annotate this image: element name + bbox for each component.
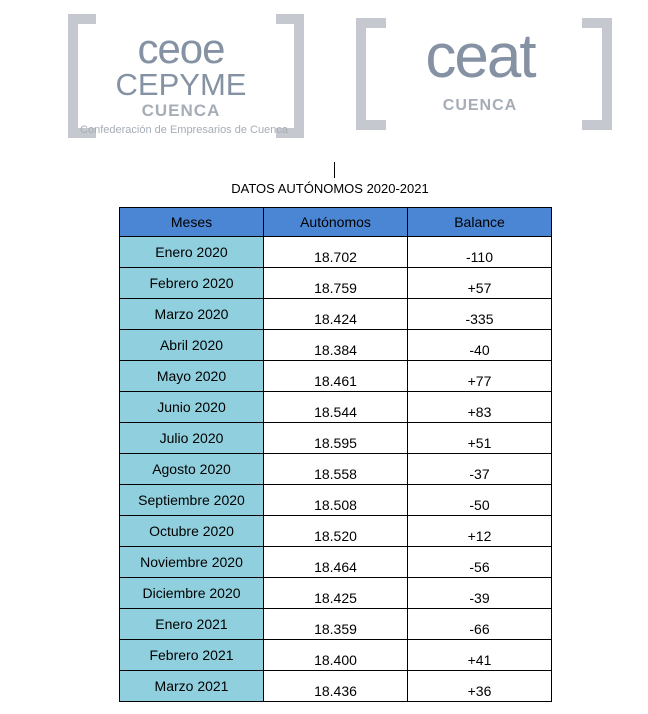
balance-cell: -39 — [408, 578, 552, 609]
autonomos-cell: 18.425 — [264, 578, 408, 609]
header-balance: Balance — [408, 208, 552, 237]
table-row — [120, 485, 552, 516]
balance-cell: +83 — [408, 392, 552, 423]
autonomos-cell: 18.464 — [264, 547, 408, 578]
autonomos-cell: 18.436 — [264, 671, 408, 702]
autonomos-cell: 18.508 — [264, 485, 408, 516]
balance-cell: -66 — [408, 609, 552, 640]
month-cell: Junio 2020 — [120, 392, 264, 423]
month-cell: Septiembre 2020 — [120, 485, 264, 516]
logo-ceat-text: ceat — [425, 22, 535, 91]
month-cell: Agosto 2020 — [120, 454, 264, 485]
page-title: DATOS AUTÓNOMOS 2020-2021 — [231, 181, 429, 196]
balance-cell: -56 — [408, 547, 552, 578]
month-cell: Marzo 2020 — [120, 299, 264, 330]
logo-tagline: Confederación de Empresarios de Cuenca — [80, 124, 288, 136]
balance-cell: +57 — [408, 268, 552, 299]
balance-cell: +51 — [408, 423, 552, 454]
table-row — [120, 361, 552, 392]
table-row — [120, 237, 552, 268]
table-row — [120, 578, 552, 609]
header-autonomos: Autónomos — [264, 208, 408, 237]
table-row — [120, 640, 552, 671]
autonomos-cell: 18.544 — [264, 392, 408, 423]
autonomos-cell: 18.702 — [264, 237, 408, 268]
logo-bracket-right — [276, 14, 304, 138]
ceat-logo — [356, 18, 616, 120]
logo-bracket-right — [582, 18, 612, 130]
balance-cell: +12 — [408, 516, 552, 547]
table-row — [120, 547, 552, 578]
balance-cell: +36 — [408, 671, 552, 702]
autonomos-cell: 18.424 — [264, 299, 408, 330]
month-cell: Enero 2021 — [120, 609, 264, 640]
table-row — [120, 609, 552, 640]
month-cell: Abril 2020 — [120, 330, 264, 361]
month-cell: Noviembre 2020 — [120, 547, 264, 578]
autonomos-cell: 18.558 — [264, 454, 408, 485]
autonomos-cell: 18.359 — [264, 609, 408, 640]
table-row — [120, 671, 552, 702]
table-row — [120, 516, 552, 547]
autonomos-cell: 18.595 — [264, 423, 408, 454]
table-row — [120, 330, 552, 361]
month-cell: Octubre 2020 — [120, 516, 264, 547]
balance-cell: +41 — [408, 640, 552, 671]
autonomos-cell: 18.461 — [264, 361, 408, 392]
month-cell: Enero 2020 — [120, 237, 264, 268]
autonomos-table — [119, 207, 552, 702]
autonomos-cell: 18.520 — [264, 516, 408, 547]
month-cell: Diciembre 2020 — [120, 578, 264, 609]
ceoe-cepyme-logo — [66, 14, 302, 140]
balance-cell: -110 — [408, 237, 552, 268]
balance-cell: -50 — [408, 485, 552, 516]
table-header-row — [120, 208, 552, 237]
header-meses: Meses — [120, 208, 264, 237]
month-cell: Febrero 2020 — [120, 268, 264, 299]
autonomos-cell: 18.400 — [264, 640, 408, 671]
month-cell: Julio 2020 — [120, 423, 264, 454]
month-cell: Febrero 2021 — [120, 640, 264, 671]
balance-cell: -335 — [408, 299, 552, 330]
table-row — [120, 454, 552, 485]
table-row — [120, 268, 552, 299]
logo-ceoe-text: ceoe — [137, 25, 225, 72]
table-row — [120, 423, 552, 454]
autonomos-cell: 18.384 — [264, 330, 408, 361]
month-cell: Marzo 2021 — [120, 671, 264, 702]
table-row — [120, 299, 552, 330]
autonomos-cell: 18.759 — [264, 268, 408, 299]
month-cell: Mayo 2020 — [120, 361, 264, 392]
table-row — [120, 392, 552, 423]
balance-cell: +77 — [408, 361, 552, 392]
text-cursor — [334, 162, 335, 178]
logo-cuenca-text: CUENCA — [442, 97, 518, 114]
logo-cuenca-text: CUENCA — [141, 101, 221, 120]
balance-cell: -40 — [408, 330, 552, 361]
logo-cepyme-text: CEPYME — [115, 67, 247, 102]
balance-cell: -37 — [408, 454, 552, 485]
